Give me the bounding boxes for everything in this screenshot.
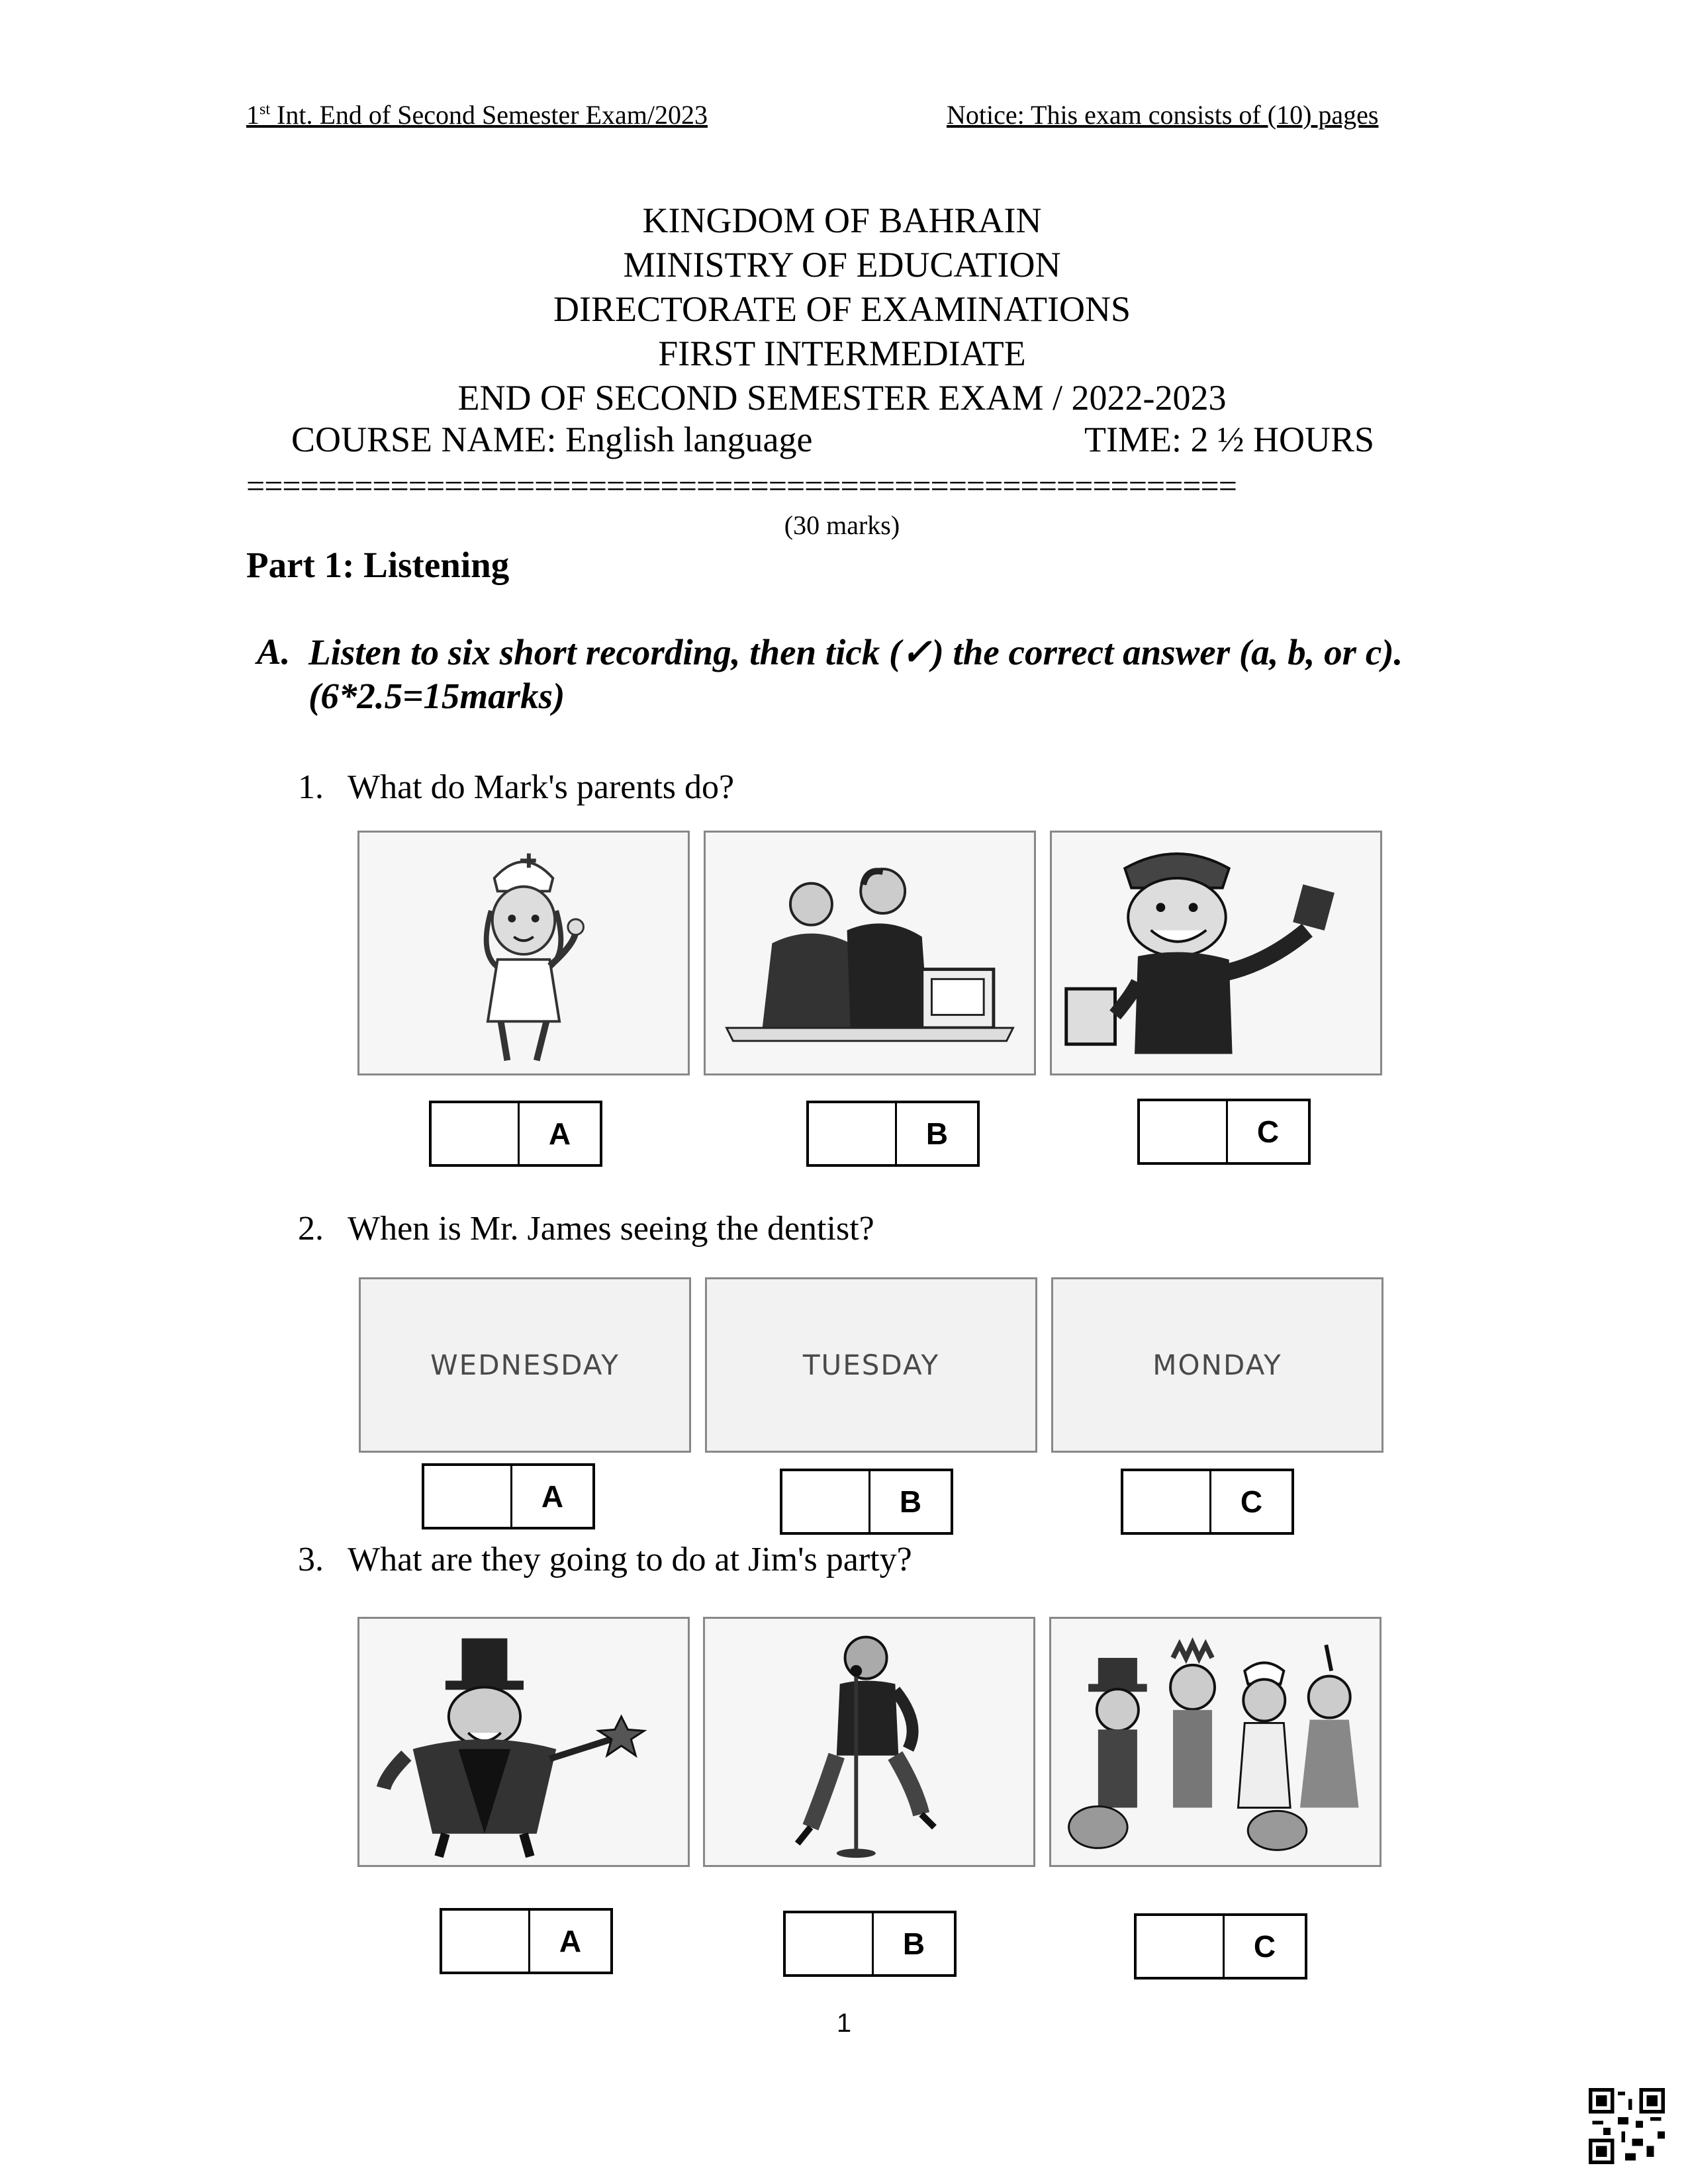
divider-line: ======================================================= — [246, 467, 1237, 504]
section-marks: (30 marks) — [784, 510, 900, 540]
picture-nurse — [357, 831, 690, 1075]
office-workers-illustration — [706, 833, 1034, 1073]
question-text: What do Mark's parents do? — [348, 768, 735, 806]
option-letter: C — [1253, 1929, 1276, 1964]
question-number: 3. — [298, 1541, 324, 1578]
answer-box-q3-b[interactable] — [783, 1911, 957, 1977]
day-label: TUESDAY — [802, 1349, 940, 1381]
option-letter: C — [1256, 1115, 1280, 1149]
picture-tuesday — [705, 1277, 1037, 1453]
answer-box-q1-a[interactable] — [429, 1101, 602, 1167]
painter-illustration — [1052, 833, 1380, 1073]
answer-box-q3-c[interactable] — [1134, 1913, 1307, 1979]
question-2 — [298, 1209, 874, 1248]
header-notice: Notice: This exam consists of (10) pages — [947, 100, 1379, 130]
page-number: 1 — [836, 2009, 852, 2038]
instruction-text: Listen to six short recording, then tick (✓) the correct answer (a, b, or c). (6*2.5=15marks) — [308, 632, 1403, 716]
picture-costume-party — [1049, 1617, 1382, 1867]
tick-area[interactable] — [1140, 1101, 1228, 1162]
costume-party-illustration — [1051, 1619, 1380, 1865]
tick-area[interactable] — [809, 1103, 897, 1164]
course-row — [246, 419, 1438, 463]
option-letter: A — [548, 1116, 571, 1151]
option-letter: A — [559, 1924, 582, 1958]
tick-area[interactable] — [1123, 1471, 1211, 1532]
nurse-illustration — [359, 833, 688, 1073]
question-3 — [298, 1540, 912, 1579]
question-text: When is Mr. James seeing the dentist? — [348, 1210, 874, 1248]
answer-box-q1-c[interactable] — [1137, 1099, 1311, 1165]
title-line-directorate: DIRECTORATE OF EXAMINATIONS — [553, 289, 1131, 329]
question-1 — [298, 768, 734, 807]
option-letter: A — [541, 1479, 564, 1514]
question-text: What are they going to do at Jim's party? — [348, 1541, 912, 1578]
singer-illustration — [705, 1619, 1033, 1865]
instruction-letter: A. — [257, 631, 291, 672]
picture-monday — [1051, 1277, 1383, 1453]
answer-box-q1-b[interactable] — [806, 1101, 980, 1167]
picture-magician — [357, 1617, 690, 1867]
exam-time: TIME: 2 ½ HOURS — [1084, 420, 1375, 459]
title-line-grade: FIRST INTERMEDIATE — [658, 334, 1026, 373]
title-line-ministry: MINISTRY OF EDUCATION — [623, 245, 1061, 285]
question-number: 1. — [298, 768, 324, 806]
part-title: Part 1: Listening — [246, 545, 510, 585]
title-line-exam: END OF SECOND SEMESTER EXAM / 2022-2023 — [457, 378, 1227, 418]
title-block — [246, 199, 1438, 420]
tick-area[interactable] — [442, 1911, 530, 1972]
tick-area[interactable] — [782, 1471, 870, 1532]
tick-area[interactable] — [1137, 1916, 1225, 1977]
picture-office-workers — [704, 831, 1036, 1075]
picture-wednesday — [359, 1277, 691, 1453]
title-line-kingdom: KINGDOM OF BAHRAIN — [642, 201, 1042, 240]
option-letter: B — [902, 1927, 925, 1961]
answer-box-q2-c[interactable] — [1121, 1469, 1294, 1535]
option-letter: C — [1240, 1484, 1263, 1519]
answer-box-q2-b[interactable] — [780, 1469, 953, 1535]
day-label: MONDAY — [1152, 1349, 1282, 1381]
day-label: WEDNESDAY — [430, 1349, 620, 1381]
answer-box-q3-a[interactable] — [440, 1908, 613, 1974]
option-letter: B — [899, 1484, 922, 1519]
tick-area[interactable] — [432, 1103, 520, 1164]
question-number: 2. — [298, 1210, 324, 1248]
answer-box-q2-a[interactable] — [422, 1463, 595, 1529]
header-exam-title: 1st Int. End of Second Semester Exam/2023 — [246, 100, 708, 130]
picture-singer — [703, 1617, 1035, 1867]
tick-area[interactable] — [424, 1466, 512, 1527]
option-letter: B — [925, 1116, 949, 1151]
qr-code-icon — [1589, 2088, 1665, 2164]
magician-illustration — [359, 1619, 688, 1865]
course-name: COURSE NAME: English language — [291, 420, 813, 459]
tick-area[interactable] — [786, 1913, 874, 1974]
picture-painter — [1050, 831, 1382, 1075]
